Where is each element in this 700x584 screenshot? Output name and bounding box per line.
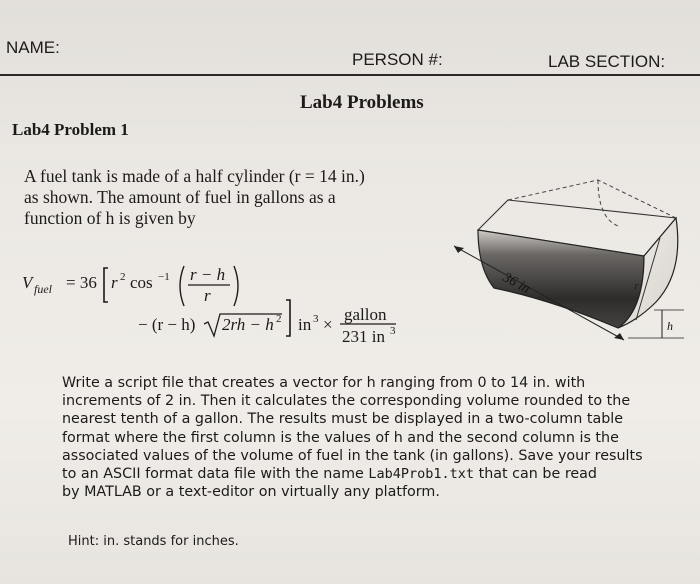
task-line-7: by MATLAB or a text-editor on virtually any platform. — [62, 484, 440, 501]
lab-section-label: LAB SECTION: — [548, 52, 666, 71]
svg-text:3: 3 — [390, 325, 396, 337]
formula-sqrt-body: 2rh − h — [222, 315, 274, 334]
output-filename: Lab4Prob1.txt — [368, 466, 475, 483]
task-line-4: format where the first column is the values of h and the second column is the — [62, 429, 619, 446]
name-label: NAME: — [6, 38, 60, 57]
formula-line2: − (r − h) — [138, 315, 196, 334]
page-title: Lab4 Problems — [300, 92, 424, 113]
intro-line-2: as shown. The amount of fuel in gallons as a — [24, 187, 336, 207]
task-line-5: associated values of the volume of fuel in the tank (in gallons). Save your results — [62, 447, 643, 464]
formula-coefficient: = 36 — [66, 273, 97, 292]
formula-cos: cos — [130, 273, 153, 292]
half-cylinder-tank-figure — [448, 160, 688, 360]
task-line-3: nearest tenth of a gallon. The results must be displayed in a two-column table — [62, 411, 624, 428]
task-line-2: increments of 2 in. Then it calculates the corresponding volume rounded to the — [62, 393, 631, 410]
formula-231: 231 in — [342, 327, 385, 346]
hint-note: Hint: in. stands for inches. — [68, 534, 239, 549]
formula-r: r — [111, 273, 118, 292]
intro-line-1: A fuel tank is made of a half cylinder (r = 14 in.) — [24, 166, 365, 186]
person-number-label: PERSON #: — [352, 50, 443, 69]
formula-frac-num: r − h — [190, 265, 226, 284]
problem-intro — [24, 166, 444, 229]
formula-units: in — [298, 315, 312, 334]
svg-text:2: 2 — [120, 271, 126, 283]
problem-heading: Lab4 Problem 1 — [12, 120, 129, 139]
task-description — [62, 374, 682, 501]
svg-text:3: 3 — [313, 313, 319, 325]
formula-times: × — [323, 315, 333, 334]
radius-label: r — [634, 278, 640, 293]
formula-v: V — [22, 273, 33, 292]
svg-text:2: 2 — [276, 313, 282, 325]
intro-line-3: function of h is given by — [24, 208, 196, 228]
formula-inverse: −1 — [158, 271, 170, 283]
length-label: 36 in — [500, 270, 533, 297]
formula-v-subscript: fuel — [34, 282, 52, 296]
task-line-6 — [62, 465, 682, 483]
task-line-6-end: that can be read — [474, 466, 598, 483]
fuel-volume-formula — [20, 258, 450, 348]
task-line-1: Write a script file that creates a vector for h ranging from 0 to 14 in. with — [62, 375, 586, 391]
task-line-6-start: to an ASCII format data file with the name — [62, 466, 369, 483]
formula-gallon: gallon — [344, 305, 387, 324]
height-label: h — [667, 319, 673, 333]
formula-frac-den: r — [204, 286, 211, 305]
header-rule — [0, 74, 700, 76]
